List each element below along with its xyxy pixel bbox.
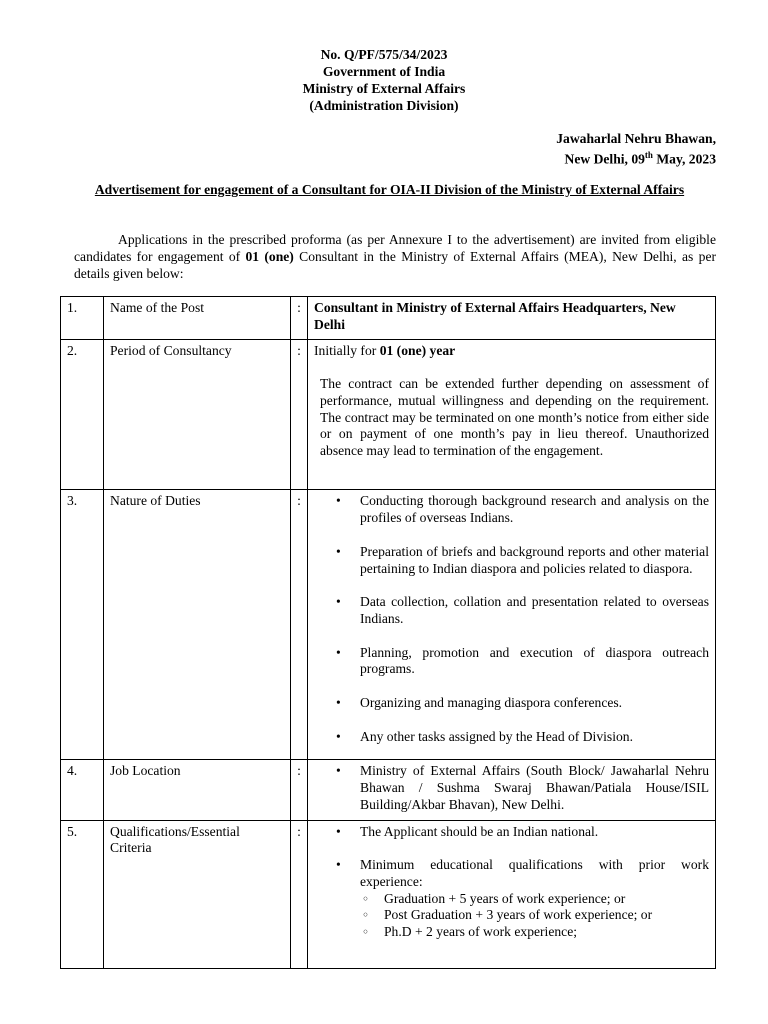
- sub-list-item: ◦ Post Graduation + 3 years of work experience; or: [384, 907, 709, 924]
- contract-terms: The contract can be extended further depending on assessment of performance, mutual willingness and depending on the requirement. The contract may be terminated on one month’s notice from either side or on payment of one month’s pay in lieu thereof. Unauthorized absence may lead to termination of the engagement.: [320, 376, 709, 458]
- row-number: 5.: [61, 820, 104, 968]
- table-row: [61, 820, 716, 968]
- list-item: • Organizing and managing diaspora conferences.: [360, 695, 709, 712]
- row-separator: :: [291, 490, 308, 760]
- qualification-options: [360, 891, 709, 941]
- row-number: 2.: [61, 340, 104, 490]
- ministry-name: Ministry of External Affairs: [302, 81, 466, 96]
- qualification-heading: • Minimum educational qualifications with prior work experience:: [360, 857, 709, 889]
- details-table: [60, 296, 716, 969]
- row-label: Name of the Post: [104, 297, 291, 340]
- list-item: [360, 857, 709, 941]
- period-bold: 01 (one) year: [379, 343, 456, 359]
- table-row: [61, 490, 716, 760]
- row-value: [308, 760, 716, 820]
- row-separator: :: [291, 820, 308, 968]
- list-item: • The Applicant should be an Indian national.: [360, 824, 709, 841]
- location-list: [314, 763, 709, 813]
- intro-part2: Consultant in the Ministry of External Affairs (MEA), New Delhi, as per details given below:: [74, 249, 717, 281]
- row-number: 1.: [61, 297, 104, 340]
- intro-bold: 01 (one): [245, 249, 294, 264]
- row-value: [308, 820, 716, 968]
- government-name: Government of India: [322, 64, 446, 79]
- row-value: [308, 490, 716, 760]
- intro-paragraph: [74, 231, 716, 282]
- sub-list-item: ◦ Ph.D + 2 years of work experience;: [384, 924, 709, 941]
- list-item: • Conducting thorough background research and analysis on the profiles of overseas Indians.: [360, 493, 709, 526]
- row-separator: :: [291, 297, 308, 340]
- date-suffix: May, 2023: [652, 151, 716, 167]
- intro-part1: Applications in the prescribed proforma (as per Annexure I to the advertisement) are invited from eligible candidates for engagement of: [74, 232, 716, 264]
- row-number: 3.: [61, 490, 104, 760]
- list-item: • Any other tasks assigned by the Head of Division.: [360, 729, 709, 746]
- qualifications-list: [314, 824, 709, 941]
- table-row: [61, 340, 716, 490]
- table-row: [61, 760, 716, 820]
- row-separator: :: [291, 760, 308, 820]
- reference-number: No. Q/PF/575/34/2023: [320, 47, 448, 62]
- issue-date: [565, 147, 717, 168]
- row-label: Job Location: [104, 760, 291, 820]
- consultancy-period: [314, 343, 709, 360]
- period-prefix: Initially for: [314, 343, 380, 359]
- date-prefix: New Delhi, 09: [564, 151, 645, 167]
- office-address: Jawaharlal Nehru Bhawan,: [556, 131, 716, 146]
- date-superscript: th: [644, 150, 653, 160]
- table-row: [61, 297, 716, 340]
- row-number: 4.: [61, 760, 104, 820]
- division-name: (Administration Division): [309, 98, 459, 113]
- list-item: • Ministry of External Affairs (South Block/ Jawaharlal Nehru Bhawan / Sushma Swaraj Bhawan/Patiala House/ISIL Building/Akbar Bhavan), New Delhi.: [360, 763, 709, 813]
- row-label: Period of Consultancy: [104, 340, 291, 490]
- row-value: [308, 297, 716, 340]
- row-label: Nature of Duties: [104, 490, 291, 760]
- row-separator: :: [291, 340, 308, 490]
- advertisement-title: Advertisement for engagement of a Consultant for OIA-II Division of the Ministry of External Affairs: [94, 182, 685, 197]
- duties-list: [314, 493, 709, 745]
- row-label: Qualifications/Essential Criteria: [104, 820, 291, 968]
- row-value: [308, 340, 716, 490]
- list-item: • Planning, promotion and execution of diaspora outreach programs.: [360, 645, 709, 678]
- post-name: Consultant in Ministry of External Affairs Headquarters, New Delhi: [314, 300, 676, 332]
- sub-list-item: ◦ Graduation + 5 years of work experience; or: [384, 891, 709, 908]
- list-item: • Data collection, collation and presentation related to overseas Indians.: [360, 594, 709, 627]
- list-item: • Preparation of briefs and background reports and other material pertaining to Indian diaspora and policies related to diaspora.: [360, 544, 709, 577]
